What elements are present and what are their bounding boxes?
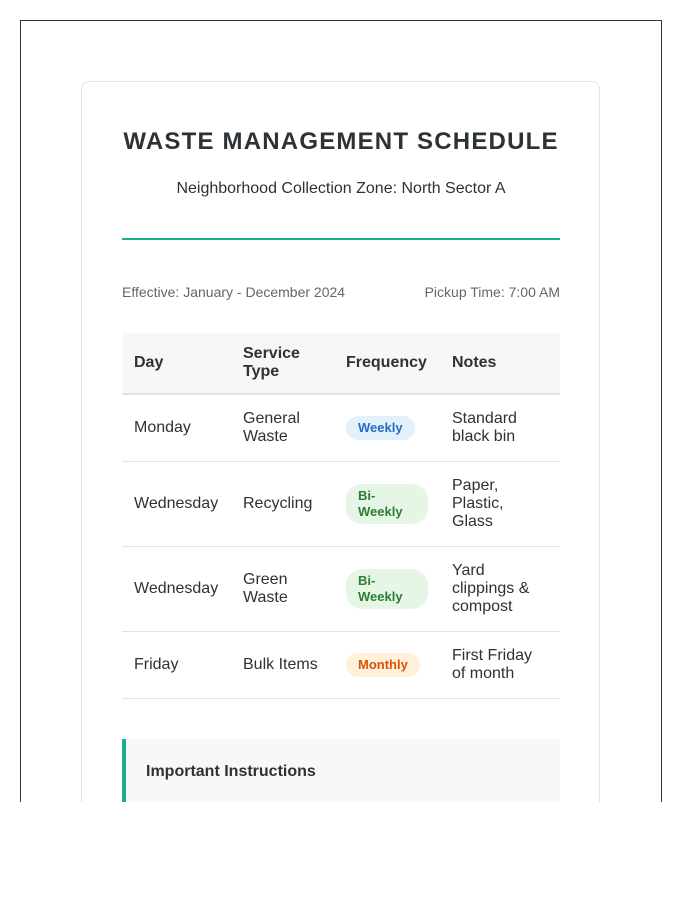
cell-notes: Yard clippings & compost xyxy=(440,546,560,631)
cell-frequency xyxy=(334,631,440,698)
frequency-badge: Bi-Weekly xyxy=(346,484,428,524)
cell-day: Friday xyxy=(122,631,231,698)
header-service-type: Service Type xyxy=(231,333,334,394)
pickup-time: Pickup Time: 7:00 AM xyxy=(424,284,560,300)
header-day: Day xyxy=(122,333,231,394)
page-frame xyxy=(20,20,662,802)
page-title: WASTE MANAGEMENT SCHEDULE xyxy=(123,128,559,155)
table-row xyxy=(122,631,560,698)
cell-day: Wednesday xyxy=(122,461,231,546)
cell-notes: First Friday of month xyxy=(440,631,560,698)
frequency-badge: Monthly xyxy=(346,653,420,677)
cell-frequency xyxy=(334,546,440,631)
instructions-box xyxy=(122,739,560,802)
effective-dates: Effective: January - December 2024 xyxy=(122,284,346,300)
header-notes: Notes xyxy=(440,333,560,394)
table-header-row xyxy=(122,333,560,394)
frequency-badge: Weekly xyxy=(346,416,415,440)
zone-subtitle: Neighborhood Collection Zone: North Sector A xyxy=(176,180,506,197)
cell-frequency xyxy=(334,394,440,461)
cell-day: Monday xyxy=(122,394,231,461)
instructions-title: Important Instructions xyxy=(146,763,316,780)
cell-day: Wednesday xyxy=(122,546,231,631)
schedule-table xyxy=(122,333,560,699)
cell-service: General Waste xyxy=(231,394,334,461)
table-row xyxy=(122,546,560,631)
cell-service: Green Waste xyxy=(231,546,334,631)
cell-notes: Standard black bin xyxy=(440,394,560,461)
header-frequency: Frequency xyxy=(334,333,440,394)
cell-service: Recycling xyxy=(231,461,334,546)
schedule-meta xyxy=(122,284,560,300)
cell-frequency xyxy=(334,461,440,546)
cell-notes: Paper, Plastic, Glass xyxy=(440,461,560,546)
frequency-badge: Bi-Weekly xyxy=(346,569,428,609)
table-row xyxy=(122,461,560,546)
cell-service: Bulk Items xyxy=(231,631,334,698)
schedule-card xyxy=(81,81,600,802)
table-row xyxy=(122,394,560,461)
accent-divider xyxy=(122,238,560,240)
